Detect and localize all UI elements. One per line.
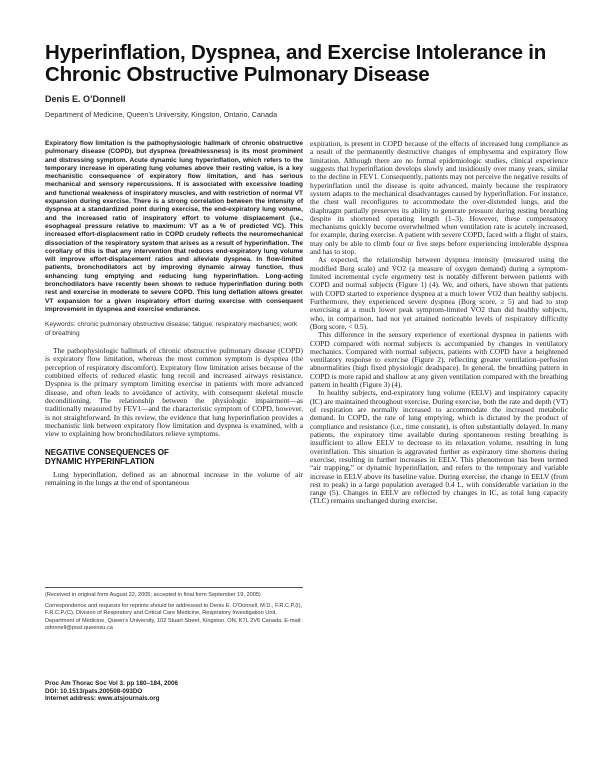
author-affiliation: Department of Medicine, Queen’s University, Kingston, Ontario, Canada <box>45 110 278 119</box>
abstract-text: Expiratory flow limitation is the pathophysiologic hallmark of chronic obstructive pulmonary disease (COPD), but dyspnea (breathlessness) is its most prominent and distressing symptom. Acute dynamic lung hyperinflation, which refers to the temporary increase in operating lung volumes above their resting value, is a key mechanistic consequence of expiratory flow limitation, and has serious mechanical and sensory repercussions. It is associated with excessive loading and functional weakness of inspiratory muscles, and with restriction of normal VT expansion during exercise. There is a strong correlation between the intensity of dyspnea at a standardized point during exercise, the end-expiratory lung volume, and the increased ratio of inspiratory effort to volume displacement (i.e., esophageal pressure relative to maximum: VT as a % of predicted VC). This increased effort-displacement ratio in COPD crudely reflects the neuromechanical dissociation of the respiratory system that arises as a result of hyperinflation. The corollary of this is that any intervention that reduces end-expiratory lung volume will improve effort-displacement ratios and alleviate dyspnea. In flow-limited patients, bronchodilators act by improving dynamic airway function, thus enhancing lung emptying and reducing lung hyperinflation. Long-acting bronchodilators have recently been shown to reduce hyperinflation during both rest and exercise in moderate to severe COPD. This lung deflation allows greater VT expansion for a given inspiratory effort during exercise with consequent improvement in dyspnea and exercise endurance. <box>45 140 303 313</box>
author-name: Denis E. O’Donnell <box>45 94 126 104</box>
internet-address: Internet address: www.atsjournals.org <box>45 695 160 703</box>
left-body <box>45 347 303 487</box>
section-heading <box>45 448 303 467</box>
footnotes <box>45 587 303 636</box>
intro-paragraph: The pathophysiologic hallmark of chronic obstructive pulmonary disease (COPD) is expiratory flow limitation, whereas the most common symptom is dyspnea (the perception of respiratory discomfort). Expiratory flow limitation arises because of the combined effects of reduced elastic lung recoil and increased airways resistance. Dyspnea is the primary symptom limiting exercise in patients with more advanced disease, and often leads to avoidance of activity, with consequent skeletal muscle deconditioning. The relationship between the physiologic impairment—as traditionally measured by FEV1—and the characteristic symptom of COPD, however, is not straightforward. In this review, the evidence that lung hyperinflation provides a mechanistic link between expiratory flow limitation and dyspnea is examined, with a view to explaining how bronchodilators relieve symptoms. <box>45 345 303 439</box>
article-title-line-1: Hyperinflation, Dyspnea, and Exercise Intolerance in <box>45 41 547 64</box>
section-heading-line-1: NEGATIVE CONSEQUENCES OF <box>45 447 169 457</box>
article-title-line-2: Chronic Obstructive Pulmonary Disease <box>45 63 430 86</box>
body-paragraph-4: In healthy subjects, end-expiratory lung volume (EELV) and inspiratory capacity (IC) are maintained throughout exercise. During exercise, both the rate and depth (VT) of respiration are normally increased to accommodate the increased metabolic demand. In COPD, the rate of lung emptying, which is dictated by the product of compliance and resistance (i.e., time constant), is often substantially delayed. In many patients, the expiratory time available during spontaneous resting breathing is insufficient to allow EELV to decrease to its relaxation volume, resulting in lung overinflation. This situation is aggravated further as expiratory time shortens during exercise, resulting in further increases in EELV. This phenomenon has been termed “air trapping,” or dynamic hyperinflation, and refers to the temporary and variable increase in EELV above its baseline value. During exercise, the change in EELV (from rest to peak) in a large population averaged 0.4 L, with considerable variation in the range (5). Changes in EELV are reflected by changes in IC, as total lung capacity (TLC) remains unchanged during exercise. <box>310 388 568 506</box>
doi: DOI: 10.1513/pats.200508-093DO <box>45 687 143 695</box>
right-column <box>310 140 568 506</box>
correspondence-note: Correspondence and requests for reprints should be addressed to Denis E. O’Donnell, M.D., F.R.C.P.(I), F.R.C.P.(C), Division of Respiratory and Critical Care Medicine, Respiratory Investigation Unit, Department of Medicine, Queen’s University, 102 Stuart Street, Kingston, ON, K7L 2V6 Canada. E-mail: odonnell@post.queensu.ca <box>45 602 303 632</box>
body-paragraph-2: As expected, the relationship between dyspnea intensity (measured using the modified Borg scale) and V̇O2 (a measure of oxygen demand) during a symptom-limited incremental cycle ergometry test is notably different between patients with COPD and normal subjects (Figure 1) (4). We, and others, have shown that patients with COPD started to experience dyspnea at a much lower V̇O2 than healthy subjects. Furthermore, they experienced severe dyspnea (Borg score, ≥ 5) and had to stop exercising at a much lower peak symptom-limited V̇O2 than did healthy subjects, who, in comparison, had not yet attained noticeable levels of respiratory difficulty (Borg score, < 0.5). <box>310 255 568 331</box>
journal-info <box>45 680 303 703</box>
journal-citation: Proc Am Thorac Soc Vol 3. pp 180–184, 2006 <box>45 680 178 687</box>
section-paragraph: Lung hyperinflation, defined as an abnormal increase in the volume of air remaining in the lungs at the end of spontaneous <box>45 469 303 487</box>
left-column <box>45 140 303 487</box>
received-dates: (Received in original form August 22, 2005; accepted in final form September 19, 2005) <box>45 592 261 598</box>
body-paragraph-3: This difference in the sensory experience of exertional dyspnea in patients with COPD compared with normal subjects is accompanied by changes in ventilatory mechanics. Compared with normal subjects, patients with COPD have a heightened ventilatory response to exercise (Figure 2), reflecting greater ventilation–perfusion abnormalities (high fixed physiologic deadspace). In general, the breathing pattern in COPD is more rapid and shallow at any given ventilation compared with the breathing pattern in health (Figure 3) (4). <box>310 330 568 390</box>
body-paragraph-1: expiration, is present in COPD because of the effects of increased lung compliance as a result of the permanently destructive changes of emphysema and expiratory flow limitation. Although there are no formal epidemiologic studies, clinical experience suggests that hyperinflation develops slowly and insidiously over many years, similar to the decline in FEV1. Consequently, patients may not perceive the negative results of hyperinflation until the disease is quite advanced, mainly because the respiratory system adapts to the mechanical disadvantages caused by hyperinflation. For instance, the chest wall reconfigures to accommodate the over-distended lungs, and the diaphragm partially preserves its ability to generate pressure during resting breathing despite its shortened operating length (1–3). However, these compensatory mechanisms quickly become overwhelmed when ventilation rate is acutely increased, for example, during exercise. A patient with severe COPD, faced with a flight of stairs, may only be able to climb four or five steps before experiencing intolerable dyspnea and has to stop. <box>310 139 568 257</box>
section-heading-line-2: DYNAMIC HYPERINFLATION <box>45 457 155 467</box>
article-title <box>45 42 565 86</box>
keywords: Keywords: chronic pulmonary obstructive disease; fatigue; respiratory mechanics; work of breathing <box>45 321 298 337</box>
